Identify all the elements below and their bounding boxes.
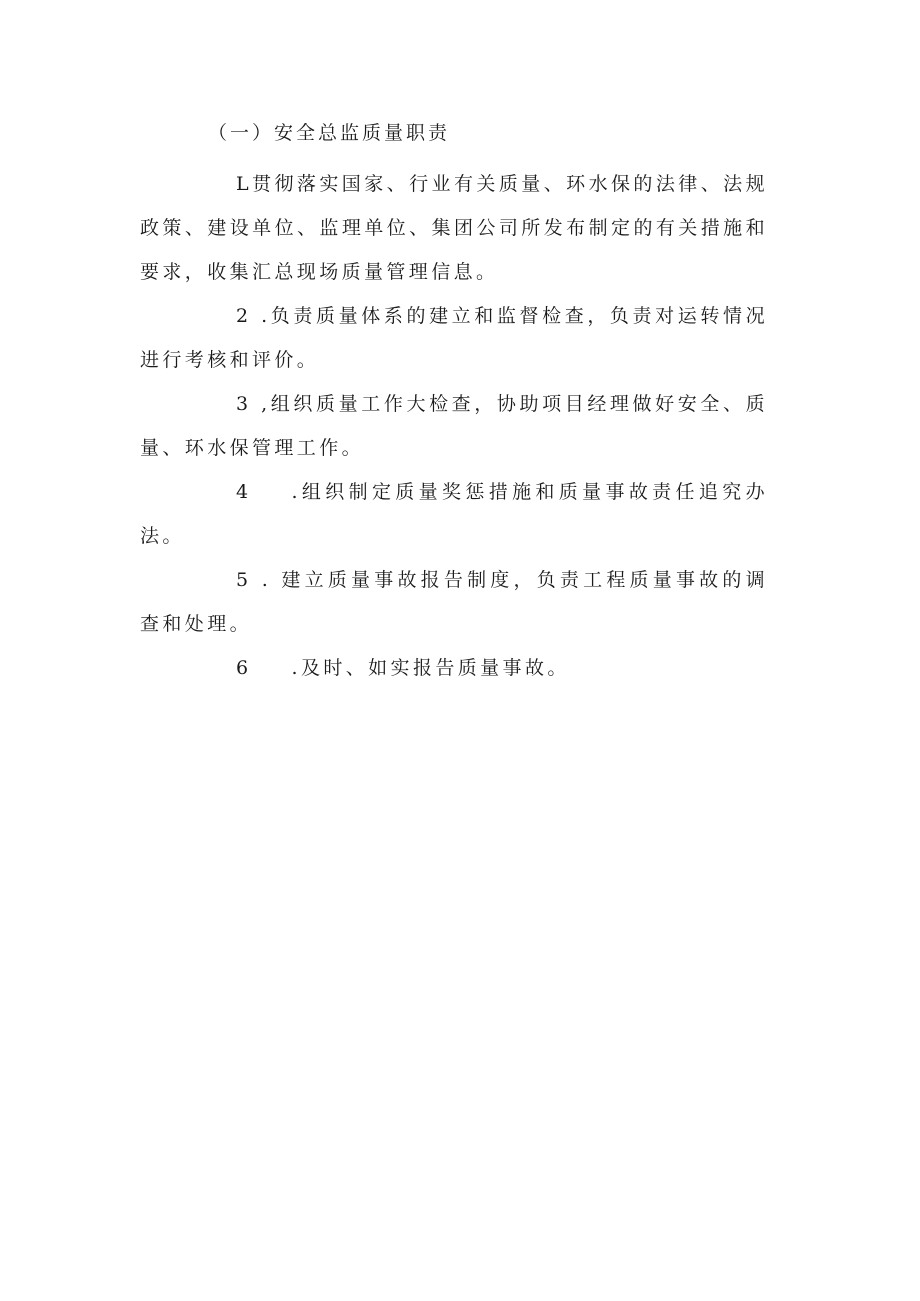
item-text: .及时、如实报告质量事故。 (291, 657, 570, 679)
section-heading: （一）安全总监质量职责 (208, 122, 451, 144)
item-number: 2 (236, 305, 252, 327)
item-number: 3 (236, 393, 252, 415)
item-number: L (236, 173, 253, 195)
list-item (140, 162, 768, 294)
list-item (140, 294, 768, 382)
list-item (140, 558, 768, 646)
list-item (140, 470, 768, 558)
item-text: .负责质量体系的建立和监督检查，负责对运转情况进行考核和评价。 (140, 305, 768, 371)
list-item (140, 382, 768, 470)
item-text: 贯彻落实国家、行业有关质量、环水保的法律、法规政策、建设单位、监理单位、集团公司所发布制定的有关措施和要求，收集汇总现场质量管理信息。 (140, 173, 768, 283)
item-text: . 建立质量事故报告制度，负责工程质量事故的调查和处理。 (140, 569, 768, 635)
document-body (140, 118, 768, 690)
item-text: .组织制定质量奖惩措施和质量事故责任追究办法。 (140, 481, 768, 547)
item-number: 6 (236, 657, 252, 679)
item-text: ,组织质量工作大检查，协助项目经理做好安全、质量、环水保管理工作。 (140, 393, 768, 459)
list-item (140, 646, 768, 690)
item-number: 4 (236, 481, 252, 503)
item-number: 5 (236, 569, 252, 591)
